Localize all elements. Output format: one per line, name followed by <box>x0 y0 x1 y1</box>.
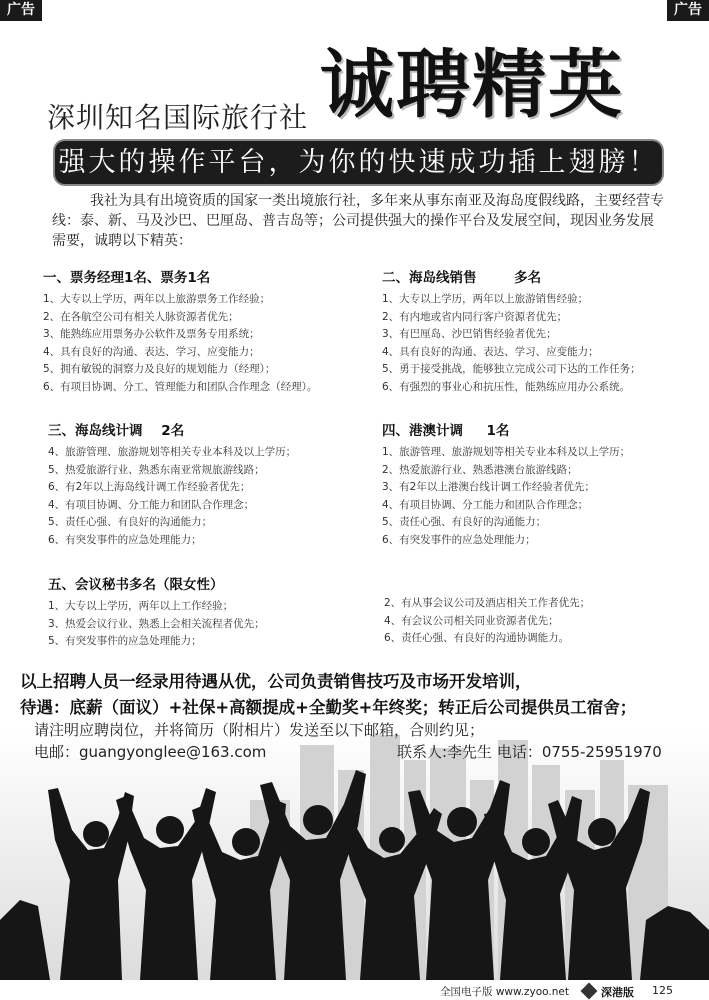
list-item: 4、有会议公司相关同业资源者优先； <box>384 614 559 627</box>
list-item: 3、有2年以上港澳台线计调工作经验者优先； <box>382 481 595 494</box>
list-item: 4、旅游管理、旅游规划等相关专业本科及以上学历； <box>48 446 297 458</box>
list-item: 3、热爱会议行业、熟悉上会相关流程者优先； <box>48 617 265 630</box>
list-item: 5、勇于接受挑战，能够独立完成公司下达的工作任务； <box>382 363 641 376</box>
list-item: 5、热爱旅游行业、熟悉东南亚常规旅游线路； <box>48 463 265 476</box>
list-item: 2、热爱旅游行业、熟悉港澳台旅游线路； <box>382 463 578 476</box>
list-item: 6、有项目协调、分工、管理能力和团队合作理念（经理）。 <box>43 380 318 393</box>
ad-tag-left: 广告 <box>0 0 42 21</box>
benefits-line-1: 以上招聘人员一经录用待遇从优，公司负责销售技巧及市场开发培训， <box>20 672 532 691</box>
list-item: 1、大专以上学历，两年以上工作经验； <box>48 600 234 612</box>
requirement-list-right <box>384 595 684 648</box>
requirement-list <box>382 291 709 397</box>
list-item: 4、有项目协调、分工能力和团队合作理念； <box>48 498 255 511</box>
list-item: 2、有内地或省内同行客户资源者优先； <box>382 310 568 323</box>
list-item: 1、大专以上学历，两年以上旅游销售经验； <box>382 293 589 305</box>
diamond-logo-icon <box>581 983 598 1000</box>
requirement-list <box>43 291 373 397</box>
section-hkmacau-operator <box>382 419 709 550</box>
page-number: 125 <box>652 984 673 997</box>
list-item: 1、大专以上学历，两年以上旅游票务工作经验； <box>43 293 271 305</box>
list-item: 5、责任心强、有良好的沟通能力； <box>48 516 213 529</box>
list-item: 5、拥有敏锐的洞察力及良好的规划能力（经理）； <box>43 363 276 376</box>
list-item: 5、有突发事件的应急处理能力； <box>48 635 202 648</box>
list-item: 6、有2年以上海岛线计调工作经验者优先； <box>48 481 251 494</box>
list-item: 2、在各航空公司有相关人脉资源者优先； <box>43 310 239 323</box>
list-item: 1、旅游管理、旅游规划等相关专业本科及以上学历； <box>382 446 631 458</box>
list-item: 6、有突发事件的应急处理能力； <box>382 533 536 546</box>
list-item: 3、能熟练应用票务办公软件及票务专用系统； <box>43 328 260 341</box>
requirement-list <box>382 444 709 550</box>
company-name: 深圳知名国际旅行社 <box>47 101 309 134</box>
list-item: 4、具有良好的沟通、表达、学习、应变能力； <box>382 345 599 358</box>
footer-site[interactable]: 全国电子版 www.zyoo.net <box>440 986 569 998</box>
requirement-list <box>48 598 378 651</box>
contact-person: 联系人:李先生 电话：0755-25951970 <box>397 743 662 761</box>
email-contact[interactable]: 电邮：guangyonglee@163.com <box>34 743 267 761</box>
list-item: 4、具有良好的沟通、表达、学习、应变能力； <box>43 345 260 358</box>
list-item: 6、有突发事件的应急处理能力； <box>48 533 202 546</box>
section-ticketing <box>43 266 373 397</box>
footer-edition: 深港版 <box>601 986 634 999</box>
list-item: 2、有从事会议公司及酒店相关工作者优先； <box>384 597 591 609</box>
section-title: 五、会议秘书多名（限女性） <box>48 577 224 593</box>
list-item: 3、有巴厘岛、沙巴销售经验者优先； <box>382 328 557 341</box>
section-title: 三、海岛线计调 2名 <box>48 423 185 439</box>
section-island-sales <box>382 266 709 397</box>
headline: 诚聘精英 <box>320 42 624 128</box>
list-item: 6、责任心强、有良好的沟通协调能力。 <box>384 632 570 645</box>
ad-tag-right: 广告 <box>667 0 709 21</box>
benefits-line-2: 待遇：底薪（面议）+社保+高额提成+全勤奖+年终奖；转正后公司提供员工宿舍； <box>20 698 637 717</box>
section-title: 一、票务经理1名、票务1名 <box>43 270 211 286</box>
section-conference-secretary <box>48 573 378 651</box>
slogan-banner: 强大的操作平台，为你的快速成功插上翅膀！ <box>55 141 662 184</box>
list-item: 6、有强烈的事业心和抗压性，能熟练应用办公系统。 <box>382 380 631 393</box>
celebration-photo <box>0 730 709 980</box>
list-item: 4、有项目协调、分工能力和团队合作理念； <box>382 498 589 511</box>
section-island-operator <box>48 419 378 550</box>
section-title: 二、海岛线销售 多名 <box>382 270 542 286</box>
apply-note: 请注明应聘岗位，并将简历（附相片）发送至以下邮箱，合则约见； <box>34 721 485 739</box>
page-footer <box>0 982 709 1000</box>
list-item: 5、责任心强、有良好的沟通能力； <box>382 516 547 529</box>
requirement-list <box>48 444 378 550</box>
section-title: 四、港澳计调 1名 <box>382 423 510 439</box>
intro-paragraph: 我社为具有出境资质的国家一类出境旅行社，多年来从事东南亚及海岛度假线路，主要经营专线：泰、新、马及沙巴、巴厘岛、普吉岛等；公司提供强大的操作平台及发展空间，现因业务发展需要，诚聘以下精英： <box>52 193 664 249</box>
